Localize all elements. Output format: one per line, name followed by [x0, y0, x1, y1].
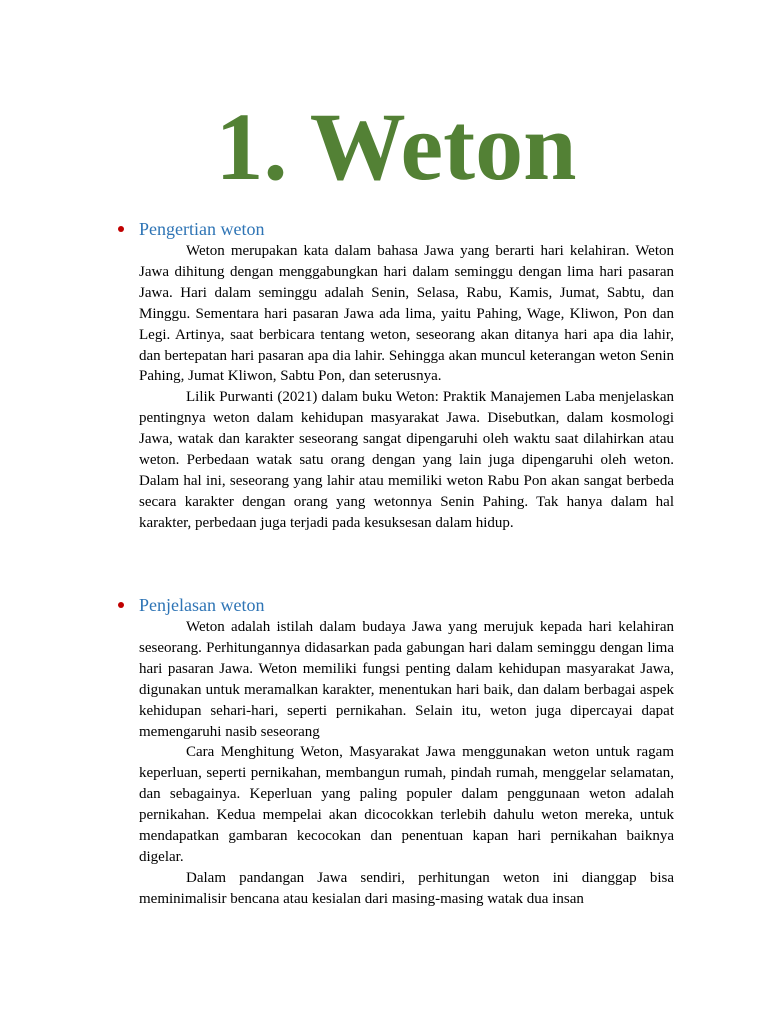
- paragraph: Weton merupakan kata dalam bahasa Jawa yang berarti hari kelahiran. Weton Jawa dihitung dengan menggabungkan hari dalam seminggu dengan lima hari pasaran Jawa. Hari dalam seminggu adalah Senin, Selasa, Rabu, Kamis, Jumat, Sabtu, dan Minggu. Sementara hari pasaran Jawa ada lima, yaitu Pahing, Wage, Kliwon, Pon dan Legi. Artinya, saat berbicara tentang weton, seseorang akan ditanya hari apa dia lahir, dan bertepatan hari pasaran apa dia lahir. Sehingga akan muncul keterangan weton Senin Pahing, Jumat Kliwon, Sabtu Pon, dan seterusnya.: [139, 243, 674, 385]
- paragraph: Weton adalah istilah dalam budaya Jawa yang merujuk kepada hari kelahiran seseorang. Perhitungannya didasarkan pada gabungan hari dalam seminggu dengan lima hari pasaran Jawa. Weton memiliki fungsi penting dalam kehidupan masyarakat Jawa, digunakan untuk meramalkan karakter, menentukan hari baik, dan dalam berbagai aspek kehidupan sehari-hari, seperti pernikahan. Selain itu, weton juga dipercayai dapat memengaruhi nasib seseorang: [139, 619, 674, 740]
- section-heading-text: Penjelasan weton: [139, 595, 265, 615]
- section-penjelasan-weton: [139, 593, 674, 910]
- section-heading-text: Pengertian weton: [139, 219, 265, 239]
- paragraph: Dalam pandangan Jawa sendiri, perhitungan weton ini dianggap bisa meminimalisir bencana atau kesialan dari masing-masing watak dua insan: [139, 869, 674, 907]
- section-pengertian-weton: [139, 217, 674, 534]
- section-heading: [139, 593, 674, 617]
- bullet-icon: [118, 226, 124, 232]
- page-title: 1. Weton: [215, 93, 577, 200]
- section-heading: [139, 217, 674, 241]
- paragraph: Cara Menghitung Weton, Masyarakat Jawa menggunakan weton untuk ragam keperluan, seperti pernikahan, membangun rumah, pindah rumah, menggelar selamatan, dan sebagainya. Keperluan yang paling populer dalam penggunaan weton adalah pernikahan. Kedua mempelai akan dicocokkan terlebih dahulu weton mereka, untuk mendapatkan gambaran kecocokan dan penentuan kapan hari pernikahan baiknya digelar.: [139, 744, 674, 865]
- paragraph: Lilik Purwanti (2021) dalam buku Weton: Praktik Manajemen Laba menjelaskan pentingnya weton dalam kehidupan masyarakat Jawa. Disebutkan, dalam kosmologi Jawa, watak dan karakter seseorang sangat dipengaruhi oleh waktu saat dilahirkan atau weton. Perbedaan watak satu orang dengan yang lain juga dipengaruhi oleh weton. Dalam hal ini, seseorang yang lahir atau memiliki weton Rabu Pon akan sangat berbeda secara karakter dengan orang yang wetonnya Senin Pahing. Tak hanya dalam hal karakter, perbedaan juga terjadi pada kesuksesan dalam hidup.: [139, 389, 674, 531]
- bullet-icon: [118, 602, 124, 608]
